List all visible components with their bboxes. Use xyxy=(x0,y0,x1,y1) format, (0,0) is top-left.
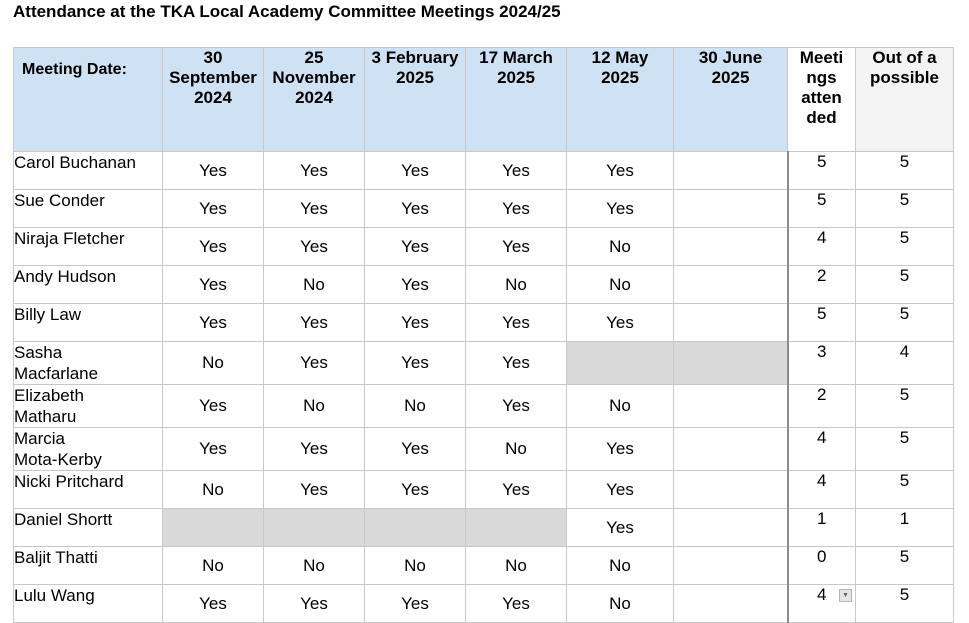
attendance-cell[interactable]: Yes xyxy=(567,190,674,228)
header-row xyxy=(14,48,954,152)
meetings-attended-cell[interactable] xyxy=(788,342,856,385)
attendance-cell[interactable]: Yes xyxy=(466,342,567,385)
attendance-cell[interactable]: Yes xyxy=(567,152,674,190)
date-line: 25 xyxy=(304,48,324,67)
meetings-attended-value: 5 xyxy=(817,152,827,171)
header-line: possible xyxy=(870,68,939,87)
attendance-cell[interactable] xyxy=(674,342,788,385)
attendance-cell[interactable] xyxy=(674,228,788,266)
member-name-line: Lulu Wang xyxy=(14,586,95,605)
attendance-cell[interactable]: Yes xyxy=(466,190,567,228)
member-name-line: Macfarlane xyxy=(14,364,99,383)
meetings-attended-value: 5 xyxy=(817,304,827,323)
attendance-cell[interactable]: No xyxy=(264,547,365,585)
meetings-attended-value: 3 xyxy=(817,342,827,361)
attendance-cell[interactable]: Yes xyxy=(264,585,365,623)
out-of-possible-cell[interactable]: 5 xyxy=(856,266,954,304)
out-of-possible-cell[interactable]: 5 xyxy=(856,228,954,266)
member-name-line: Nicki Pritchard xyxy=(14,472,124,491)
attendance-cell[interactable]: Yes xyxy=(163,266,264,304)
meetings-attended-cell[interactable] xyxy=(788,428,856,471)
attendance-cell[interactable]: Yes xyxy=(567,304,674,342)
meetings-attended-header[interactable] xyxy=(788,48,856,152)
date-line: 2025 xyxy=(396,68,434,87)
member-name-cell[interactable] xyxy=(14,266,163,304)
out-of-possible-cell[interactable]: 1 xyxy=(856,509,954,547)
meetings-attended-cell[interactable] xyxy=(788,385,856,428)
attendance-cell[interactable]: No xyxy=(163,342,264,385)
meetings-attended-cell[interactable] xyxy=(788,304,856,342)
attendance-cell[interactable]: No xyxy=(365,385,466,428)
attendance-cell[interactable]: No xyxy=(567,385,674,428)
table-row xyxy=(14,228,954,266)
member-name-line: Daniel Shortt xyxy=(14,510,113,529)
header-line: atten xyxy=(801,88,842,107)
date-line: 2025 xyxy=(497,68,535,87)
member-name-line: Andy Hudson xyxy=(14,267,117,286)
date-line: 30 June xyxy=(698,48,763,67)
attendance-cell[interactable]: Yes xyxy=(466,304,567,342)
meetings-attended-value: 0 xyxy=(817,547,827,566)
meetings-attended-value: 4 xyxy=(817,228,827,247)
attendance-cell[interactable]: No xyxy=(163,471,264,509)
date-line: September xyxy=(169,68,257,87)
attendance-cell[interactable]: Yes xyxy=(365,266,466,304)
date-line: 3 February xyxy=(371,48,459,67)
member-name-cell[interactable] xyxy=(14,304,163,342)
table-row xyxy=(14,190,954,228)
member-name-line: Matharu xyxy=(14,407,77,426)
attendance-cell[interactable] xyxy=(674,266,788,304)
attendance-cell[interactable]: Yes xyxy=(264,304,365,342)
table-row xyxy=(14,547,954,585)
meetings-attended-cell[interactable] xyxy=(788,509,856,547)
member-name-line: Sasha xyxy=(14,343,63,362)
meetings-attended-value: 4 xyxy=(817,585,827,604)
member-name-cell[interactable] xyxy=(14,385,163,428)
attendance-cell[interactable] xyxy=(674,509,788,547)
member-name-cell[interactable] xyxy=(14,342,163,385)
attendance-cell[interactable]: Yes xyxy=(567,428,674,471)
attendance-cell[interactable]: Yes xyxy=(264,428,365,471)
out-of-possible-cell[interactable]: 4 xyxy=(856,342,954,385)
attendance-cell[interactable]: Yes xyxy=(264,342,365,385)
member-name-line: Niraja Fletcher xyxy=(14,229,125,248)
date-header[interactable] xyxy=(264,48,365,152)
date-line: 30 xyxy=(203,48,223,67)
attendance-cell[interactable] xyxy=(567,342,674,385)
attendance-cell[interactable]: Yes xyxy=(466,228,567,266)
out-of-possible-cell[interactable]: 5 xyxy=(856,152,954,190)
attendance-cell[interactable] xyxy=(674,304,788,342)
table-row xyxy=(14,342,954,385)
member-name-cell[interactable] xyxy=(14,228,163,266)
member-name-line: Marcia xyxy=(14,429,66,448)
table-row xyxy=(14,152,954,190)
attendance-cell[interactable]: Yes xyxy=(365,342,466,385)
out-of-possible-cell[interactable]: 5 xyxy=(856,585,954,623)
attendance-cell[interactable]: No xyxy=(567,228,674,266)
attendance-cell[interactable]: Yes xyxy=(163,304,264,342)
table-row xyxy=(14,428,954,471)
attendance-cell[interactable]: Yes xyxy=(365,428,466,471)
attendance-cell[interactable]: Yes xyxy=(466,471,567,509)
attendance-cell[interactable] xyxy=(163,509,264,547)
member-name-cell[interactable] xyxy=(14,547,163,585)
date-header[interactable] xyxy=(365,48,466,152)
header-line: ded xyxy=(806,108,837,127)
attendance-cell[interactable] xyxy=(674,547,788,585)
attendance-cell[interactable]: Yes xyxy=(163,585,264,623)
date-line: 17 March xyxy=(479,48,553,67)
header-line: ngs xyxy=(806,68,837,87)
meetings-attended-value: 1 xyxy=(817,509,827,528)
meetings-attended-value: 2 xyxy=(817,385,827,404)
attendance-cell[interactable]: Yes xyxy=(264,190,365,228)
attendance-cell[interactable]: Yes xyxy=(163,228,264,266)
attendance-cell[interactable] xyxy=(674,385,788,428)
attendance-cell[interactable] xyxy=(264,509,365,547)
meetings-attended-cell[interactable] xyxy=(788,471,856,509)
attendance-cell[interactable]: Yes xyxy=(466,385,567,428)
attendance-cell[interactable] xyxy=(674,471,788,509)
meetings-attended-value: 4 xyxy=(817,471,827,490)
attendance-cell[interactable]: No xyxy=(163,547,264,585)
attendance-cell[interactable]: No xyxy=(567,547,674,585)
attendance-cell[interactable]: Yes xyxy=(163,152,264,190)
attendance-cell[interactable] xyxy=(674,190,788,228)
attendance-cell[interactable]: Yes xyxy=(365,152,466,190)
out-of-possible-cell[interactable]: 5 xyxy=(856,547,954,585)
meetings-attended-cell[interactable] xyxy=(788,190,856,228)
attendance-cell[interactable]: Yes xyxy=(365,585,466,623)
attendance-cell[interactable] xyxy=(674,585,788,623)
out-of-possible-cell[interactable]: 5 xyxy=(856,471,954,509)
chevron-down-icon[interactable]: ▼ xyxy=(839,589,852,602)
page-title: Attendance at the TKA Local Academy Committee Meetings 2024/25 xyxy=(13,2,561,21)
meetings-attended-value: 5 xyxy=(817,190,827,209)
attendance-cell[interactable]: Yes xyxy=(264,471,365,509)
date-header[interactable] xyxy=(163,48,264,152)
table-row xyxy=(14,471,954,509)
out-of-possible-cell[interactable]: 5 xyxy=(856,304,954,342)
meetings-attended-value: 2 xyxy=(817,266,827,285)
attendance-cell[interactable]: Yes xyxy=(264,152,365,190)
table-row xyxy=(14,385,954,428)
attendance-cell[interactable] xyxy=(674,428,788,471)
meetings-attended-cell[interactable] xyxy=(788,585,856,623)
member-name-cell[interactable] xyxy=(14,190,163,228)
meetings-attended-value: 4 xyxy=(817,428,827,447)
attendance-cell[interactable] xyxy=(365,509,466,547)
date-line: 2024 xyxy=(295,88,333,107)
attendance-cell[interactable] xyxy=(674,152,788,190)
attendance-cell[interactable]: Yes xyxy=(163,428,264,471)
attendance-cell[interactable]: No xyxy=(567,585,674,623)
member-name-line: Carol Buchanan xyxy=(14,153,136,172)
out-of-possible-cell[interactable]: 5 xyxy=(856,385,954,428)
member-name-line: Mota-Kerby xyxy=(14,450,102,469)
out-of-possible-header[interactable] xyxy=(856,48,954,152)
attendance-cell[interactable]: Yes xyxy=(163,385,264,428)
member-name-cell[interactable] xyxy=(14,471,163,509)
table-row xyxy=(14,266,954,304)
attendance-cell[interactable]: Yes xyxy=(365,228,466,266)
meeting-date-label: Meeting Date: xyxy=(22,61,127,78)
date-line: 12 May xyxy=(591,48,649,67)
attendance-table xyxy=(13,47,954,623)
meetings-attended-cell[interactable] xyxy=(788,547,856,585)
attendance-cell[interactable] xyxy=(466,509,567,547)
header-line: Out of a xyxy=(872,48,937,67)
meeting-date-header[interactable] xyxy=(14,48,163,152)
meetings-attended-cell[interactable] xyxy=(788,152,856,190)
member-name-cell[interactable] xyxy=(14,152,163,190)
attendance-cell[interactable]: No xyxy=(466,547,567,585)
meetings-attended-cell[interactable] xyxy=(788,228,856,266)
attendance-cell[interactable]: Yes xyxy=(466,585,567,623)
attendance-cell[interactable]: Yes xyxy=(567,509,674,547)
attendance-cell[interactable]: No xyxy=(264,266,365,304)
date-line: 2024 xyxy=(194,88,232,107)
attendance-cell[interactable]: No xyxy=(365,547,466,585)
meetings-attended-cell[interactable] xyxy=(788,266,856,304)
member-name-line: Elizabeth xyxy=(14,386,84,405)
table-row xyxy=(14,304,954,342)
date-header[interactable] xyxy=(567,48,674,152)
attendance-cell[interactable]: Yes xyxy=(264,228,365,266)
attendance-cell[interactable]: No xyxy=(466,266,567,304)
member-name-line: Sue Conder xyxy=(14,191,105,210)
out-of-possible-cell[interactable]: 5 xyxy=(856,428,954,471)
attendance-cell[interactable]: Yes xyxy=(365,471,466,509)
date-header[interactable] xyxy=(466,48,567,152)
attendance-cell[interactable]: No xyxy=(567,266,674,304)
member-name-cell[interactable] xyxy=(14,509,163,547)
table-row xyxy=(14,585,954,623)
attendance-cell[interactable]: No xyxy=(466,428,567,471)
member-name-line: Billy Law xyxy=(14,305,82,324)
out-of-possible-cell[interactable]: 5 xyxy=(856,190,954,228)
table-row xyxy=(14,509,954,547)
header-line: Meeti xyxy=(799,48,844,67)
attendance-cell[interactable]: Yes xyxy=(466,152,567,190)
attendance-cell[interactable]: Yes xyxy=(365,190,466,228)
member-name-cell[interactable] xyxy=(14,428,163,471)
member-name-cell[interactable] xyxy=(14,585,163,623)
date-line: 2025 xyxy=(601,68,639,87)
date-header[interactable] xyxy=(674,48,788,152)
member-name-line: Baljit Thatti xyxy=(14,548,98,567)
attendance-cell[interactable]: Yes xyxy=(163,190,264,228)
attendance-cell[interactable]: Yes xyxy=(365,304,466,342)
attendance-cell[interactable]: Yes xyxy=(567,471,674,509)
date-line: 2025 xyxy=(711,68,750,87)
attendance-cell[interactable]: No xyxy=(264,385,365,428)
date-line: November xyxy=(272,68,356,87)
